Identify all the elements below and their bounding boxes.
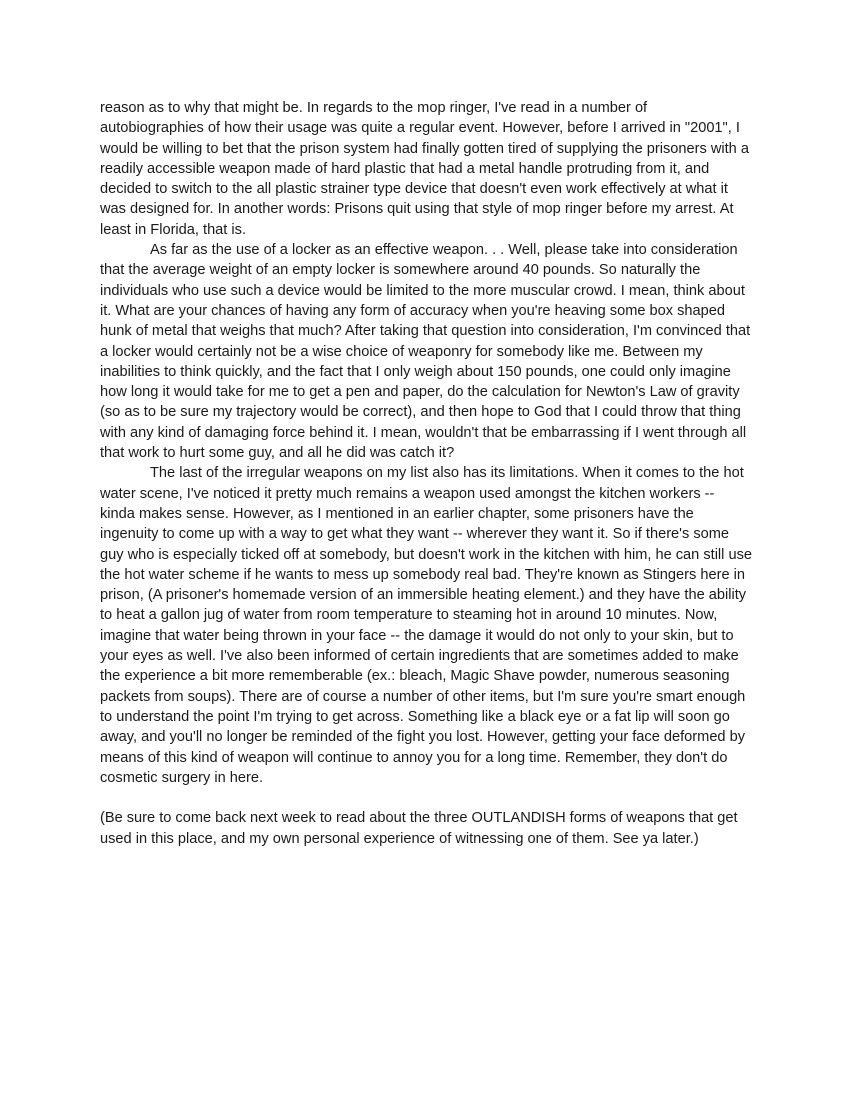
paragraph-spacer: [100, 788, 752, 808]
paragraph-mop-ringer: reason as to why that might be. In regards to the mop ringer, I've read in a number of autobiographies of how their usage was quite a regular event. However, before I arrived in "2001", I would be willing to bet that the prison system had finally gotten tired of supplying the prisoners with a readily accessible weapon made of hard plastic that had a metal handle protruding from it, and decided to switch to the all plastic strainer type device that doesn't even work effectively at what it was designed for. In another words: Prisons quit using that style of mop ringer before my arrest. At least in Florida, that is.: [100, 100, 749, 238]
paragraph-locker: As far as the use of a locker as an effective weapon. . . Well, please take into consideration that the average weight of an empty locker is somewhere around 40 pounds. So naturally the individuals who use such a device would be limited to the more muscular crowd. I mean, think about it. What are your chances of having any form of accuracy when you're heaving some box shaped hunk of metal that weighs that much? After taking that question into consideration, I'm convinced that a locker would certainly not be a wise choice of weaponry for somebody like me. Between my inabilities to think quickly, and the fact that I only weigh about 150 pounds, one could only imagine how long it would take for me to get a pen and paper, do the calculation for Newton's Law of gravity (so as to be sure my trajectory would be correct), and then hope to God that I could throw that thing with any kind of damaging force behind it. I mean, wouldn't that be embarrassing if I went through all that work to hurt some guy, and all he did was catch it?: [100, 242, 751, 462]
document-body: [100, 98, 752, 849]
paragraph-hot-water: The last of the irregular weapons on my list also has its limitations. When it comes to the hot water scene, I've noticed it pretty much remains a weapon used amongst the kitchen workers -- kinda makes sense. However, as I mentioned in an earlier chapter, some prisoners have the ingenuity to come up with a way to get what they want -- wherever they want it. So if there's some guy who is especially ticked off at somebody, but doesn't work in the kitchen with him, he can still use the hot water scheme if he wants to mess up somebody real bad. They're known as Stingers here in prison, (A prisoner's homemade version of an immersible heating element.) and they have the ability to heat a gallon jug of water from room temperature to steaming hot in around 10 minutes. Now, imagine that water being thrown in your face -- the damage it would do not only to your skin, but to your eyes as well. I've also been informed of certain ingredients that are sometimes added to make the experience a bit more rememberable (ex.: bleach, Magic Shave powder, numerous seasoning packets from soups). There are of course a number of other items, but I'm sure you're smart enough to understand the point I'm trying to get across. Something like a black eye or a fat lip will soon go away, and you'll no longer be reminded of the fight you lost. However, getting your face deformed by means of this kind of weapon will continue to annoy you for a long time. Remember, they don't do cosmetic surgery in here.: [100, 465, 753, 786]
closing-note: (Be sure to come back next week to read about the three OUTLANDISH forms of weapons that get used in this place, and my own personal experience of witnessing one of them. See ya later.): [100, 810, 738, 847]
